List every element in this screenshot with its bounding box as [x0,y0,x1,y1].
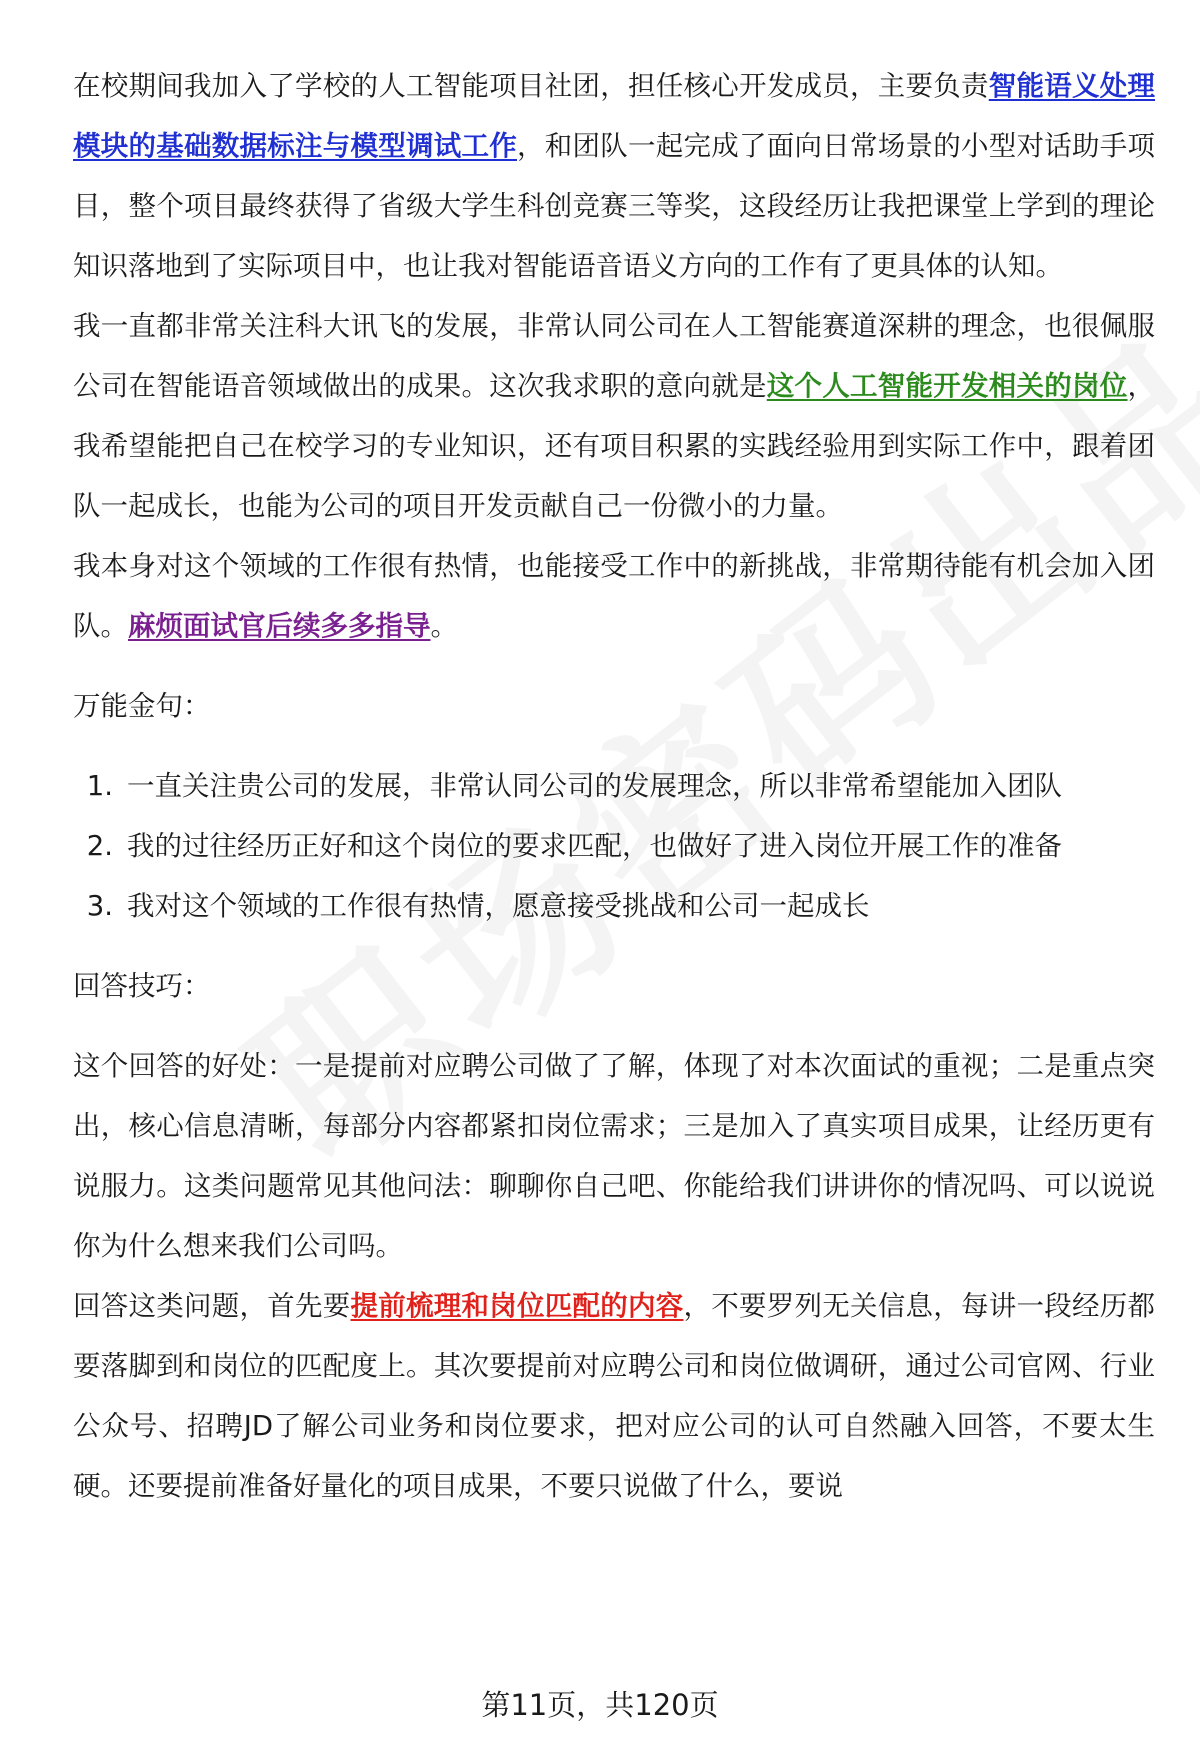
motivation-paragraph [73,296,1155,536]
tips-paragraph-benefits [73,1036,1155,1276]
highlighted-phrase: 智能语义处理模块的基础数据标注与模型调试工作 [73,70,1155,162]
golden-sentences-heading: 万能金句： [73,690,211,722]
highlighted-phrase: 提前梳理和岗位匹配的内容 [350,1290,684,1322]
paragraph-text: 这个回答的好处：一是提前对应聘公司做了了解，体现了对本次面试的重视；二是重点突出，核心信息清晰，每部分内容都紧扣岗位需求；三是加入了真实项目成果，让经历更有说服力。这类问题常见其他问法：聊聊你自己吧、你能给我们讲讲你的情况吗、可以说说你为什么想来我们公司吗。 [73,1050,1155,1262]
paragraph-text: 在校期间我加入了学校的人工智能项目社团，担任核心开发成员，主要负责 [73,70,989,102]
paragraph-text: 我一直都非常关注科大讯飞的发展，非常认同公司在人工智能赛道深耕的理念，也很佩服公司在智能语音领域做出的成果。这次我求职的意向就是 [73,310,1155,402]
highlighted-phrase: 麻烦面试官后续多多指导 [128,610,431,642]
intro-paragraph [73,56,1155,296]
paragraph-text: 回答这类问题，首先要 [73,1290,351,1322]
paragraph-text: ，我希望能把自己在校学习的专业知识，还有项目积累的实践经验用到实际工作中，跟着团队一起成长，也能为公司的项目开发贡献自己一份微小的力量。 [73,370,1155,522]
answer-tips-heading: 回答技巧： [73,970,211,1002]
list-item-number: 1. [86,770,113,802]
list-item [73,756,1155,816]
page-number-footer: 第11页，共120页 [481,1688,719,1722]
list-item-text: 一直关注贵公司的发展，非常认同公司的发展理念，所以非常希望能加入团队 [127,770,1062,802]
golden-sentences-list [73,756,1155,936]
tips-paragraph-method [73,1276,1155,1516]
list-item-number: 3. [86,890,113,922]
closing-paragraph [73,536,1155,656]
paragraph-text: ，不要罗列无关信息，每讲一段经历都要落脚到和岗位的匹配度上。其次要提前对应聘公司和岗位做调研，通过公司官网、行业公众号、招聘JD了解公司业务和岗位要求，把对应公司的认可自然融入回答，不要太生硬。还要提前准备好量化的项目成果，不要只说做了什么，要说 [73,1290,1155,1502]
list-item-text: 我的过往经历正好和这个岗位的要求匹配，也做好了进入岗位开展工作的准备 [127,830,1062,862]
paragraph-text: ，和团队一起完成了面向日常场景的小型对话助手项目，整个项目最终获得了省级大学生科创竞赛三等奖，这段经历让我把课堂上学到的理论知识落地到了实际项目中，也让我对智能语音语义方向的工作有了更具体的认知。 [73,130,1155,282]
paragraph-text: 我本身对这个领域的工作很有热情，也能接受工作中的新挑战，非常期待能有机会加入团队。 [73,550,1155,642]
list-item-text: 我对这个领域的工作很有热情，愿意接受挑战和公司一起成长 [127,890,870,922]
highlighted-phrase: 这个人工智能开发相关的岗位 [766,370,1128,402]
paragraph-text: 。 [430,610,458,642]
document-page [73,56,1155,1516]
list-item-number: 2. [86,830,113,862]
list-item [73,876,1155,936]
list-item [73,816,1155,876]
